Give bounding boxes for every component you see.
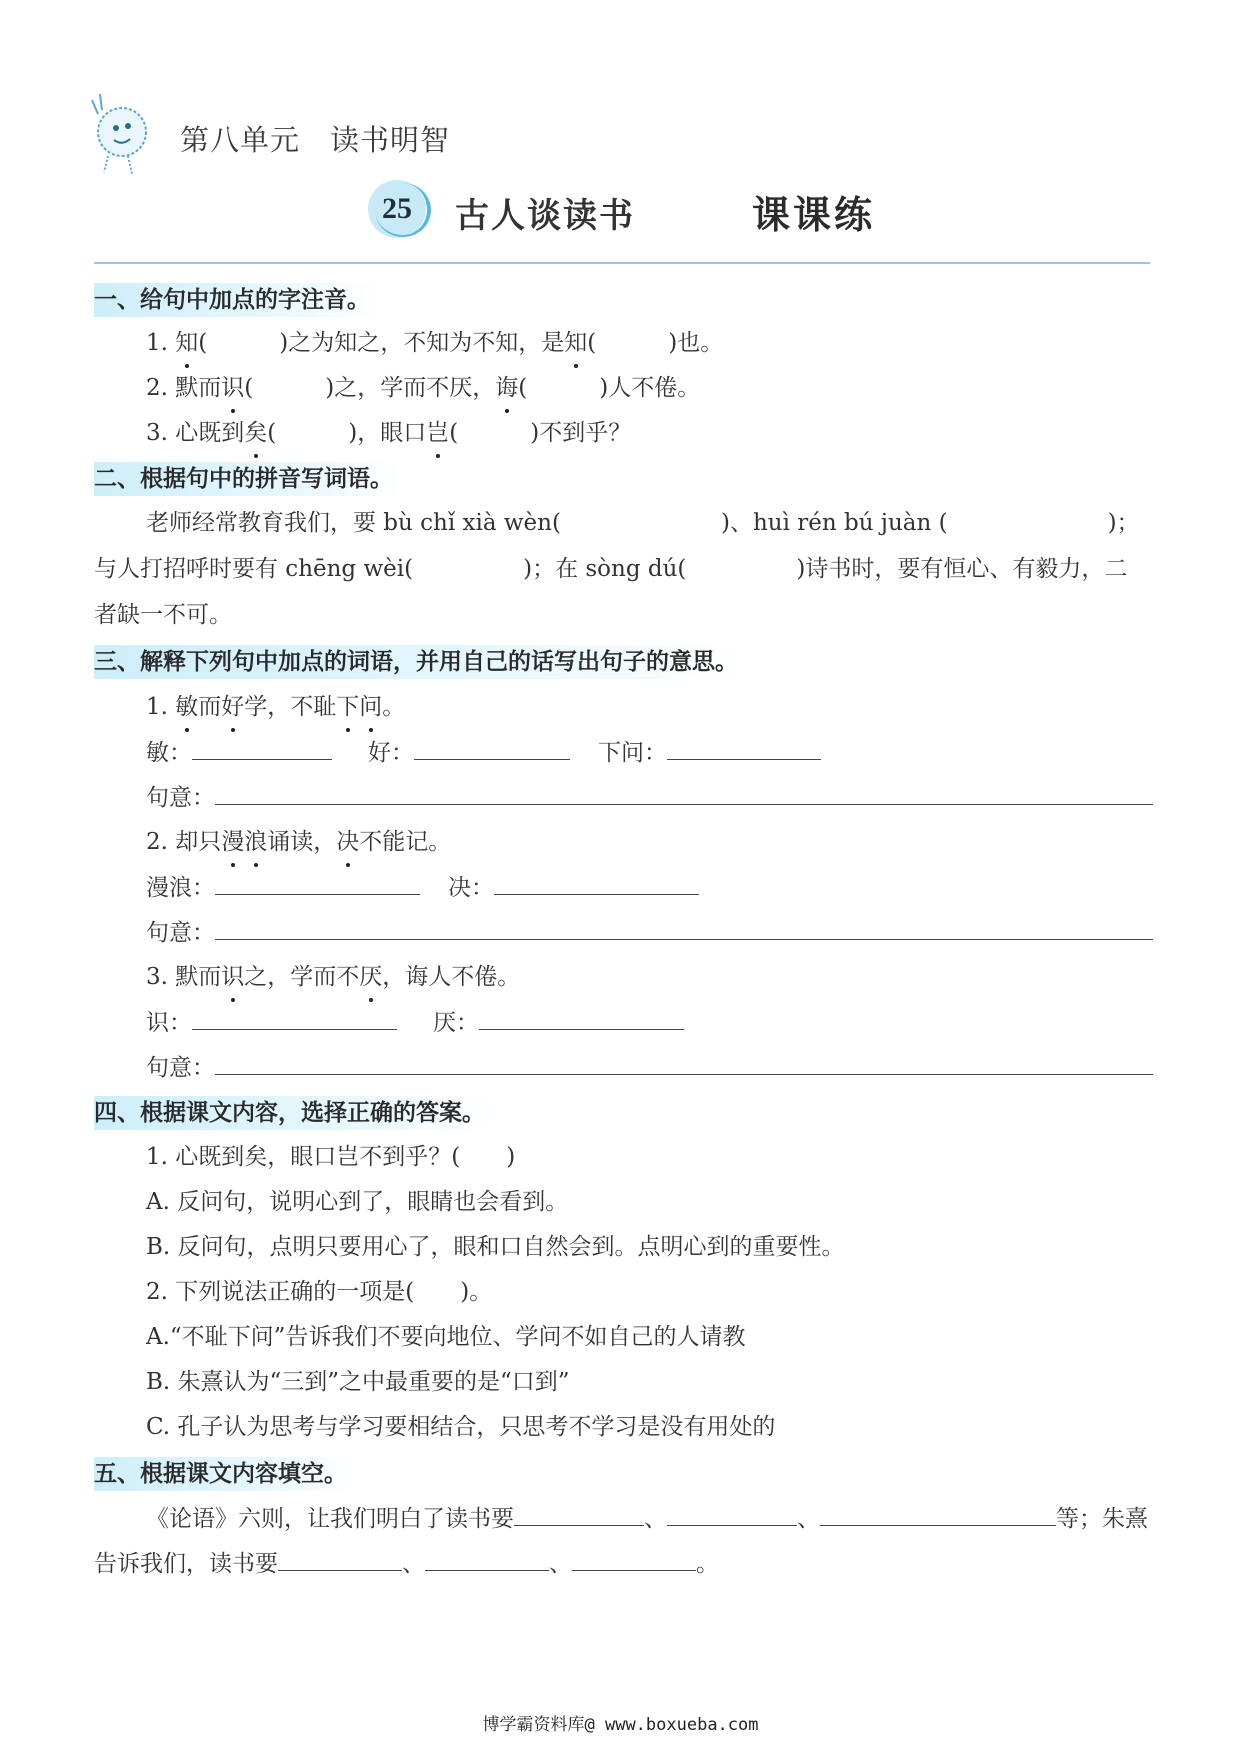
s3-q3-answers [146, 1005, 684, 1040]
sentence-text: )诗书时，要有恒心、有毅力，二 [796, 556, 1128, 582]
question-number: 3. [146, 964, 176, 990]
s3-q2-meaning [146, 915, 1153, 950]
paren-open: ( [449, 420, 459, 446]
s5-line-1 [146, 1501, 1148, 1536]
s3-question-1 [146, 690, 405, 724]
sentence-text: 心既到 [175, 420, 245, 446]
s2-line-1 [146, 506, 1140, 540]
sentence-text: )； [1107, 510, 1140, 536]
sentence-text: ，诲人不倦。 [382, 964, 521, 990]
lesson-type: 课课练 [752, 193, 876, 237]
paren-open: ( [244, 375, 254, 401]
sentence-text: 。 [382, 694, 406, 720]
sentence-text: 《论语》六则，让我们明白了读书要 [146, 1506, 514, 1532]
answer-line[interactable] [667, 735, 821, 760]
s2-line-3: 者缺一不可。 [94, 602, 232, 628]
sentence-text: 老师经常教育我们，要 bù chǐ xià wèn( [146, 510, 561, 536]
s3-question-3 [146, 960, 520, 994]
answer-line[interactable] [494, 870, 699, 895]
sentence-text: 与人打招呼时要有 chēng wèi( [94, 556, 414, 582]
dotted-char: 岂 [426, 416, 449, 450]
sentence-text: 学，不耻 [244, 694, 337, 720]
question-number: 2. [146, 375, 176, 401]
dotted-char: 漫 [221, 825, 244, 859]
answer-label: 下问： [598, 740, 667, 766]
s1-question-3 [146, 416, 631, 450]
s3-q1-answers [146, 735, 821, 770]
dotted-char: 敏 [175, 690, 198, 724]
answer-line[interactable] [414, 735, 570, 760]
paren-open: ( [587, 330, 597, 356]
s4-q1-option-a[interactable]: A. 反问句，说明心到了，眼睛也会看到。 [146, 1189, 569, 1215]
answer-label: 句意： [146, 1055, 215, 1081]
lesson-title: 古人谈读书 [455, 196, 635, 236]
answer-label: 句意： [146, 920, 215, 946]
dotted-char: 浪 [244, 825, 267, 859]
answer-label: 句意： [146, 785, 215, 811]
sentence-text: 默而 [175, 375, 222, 401]
section-5-title: 五、根据课文内容填空。 [94, 1457, 357, 1491]
dotted-char: 识 [221, 371, 244, 405]
sentence-text: 。 [696, 1551, 719, 1577]
answer-line[interactable] [215, 915, 1153, 940]
sentence-text: )也。 [668, 330, 724, 356]
sentence-text: 默而 [175, 964, 222, 990]
fill-blank[interactable] [572, 1546, 696, 1571]
s4-question-2: 2. 下列说法正确的一项是( )。 [146, 1279, 493, 1305]
sentence-text: )不到乎？ [530, 420, 632, 446]
answer-line[interactable] [479, 1005, 684, 1030]
sentence-text: 之，学而不 [244, 964, 360, 990]
question-number: 3. [146, 420, 176, 446]
paren-open: ( [518, 375, 528, 401]
sentence-text: 却只 [175, 829, 222, 855]
fill-blank[interactable] [667, 1501, 797, 1526]
paren-open: ( [198, 330, 208, 356]
section-1-title: 一、给句中加点的字注音。 [94, 283, 380, 317]
answer-line[interactable] [192, 1005, 397, 1030]
answer-label: 决： [448, 875, 494, 901]
answer-label: 好： [368, 740, 414, 766]
s3-q2-answers [146, 870, 699, 905]
lesson-number-badge: 25 [368, 180, 426, 238]
fill-blank[interactable] [278, 1546, 402, 1571]
unit-title: 第八单元 读书明智 [180, 123, 451, 157]
sentence-text: )之，学而不厌， [325, 375, 496, 401]
s4-q2-option-b[interactable]: B. 朱熹认为“三到”之中最重要的是“口到” [146, 1369, 570, 1395]
footer-watermark: 博学霸资料库@ www.boxueba.com [482, 1715, 759, 1735]
dotted-char: 识 [221, 960, 244, 994]
s3-q3-meaning [146, 1050, 1153, 1085]
s2-line-2 [94, 552, 1127, 586]
s3-question-2 [146, 825, 451, 859]
s1-question-2 [146, 371, 700, 405]
mascot-illustration-icon [88, 92, 168, 178]
answer-label: 厌： [433, 1010, 479, 1036]
answer-line[interactable] [215, 870, 420, 895]
sentence-text: )、huì rén bú juàn ( [720, 510, 948, 536]
section-3-title: 三、解释下列句中加点的词语，并用自己的话写出句子的意思。 [94, 645, 748, 679]
unit-header [88, 92, 488, 182]
answer-label: 敏： [146, 740, 192, 766]
answer-label: 漫浪： [146, 875, 215, 901]
question-number: 1. [146, 330, 176, 356]
s4-question-1: 1. 心既到矣，眼口岂不到乎？( ) [146, 1144, 516, 1170]
sentence-text: )人不倦。 [599, 375, 701, 401]
header-divider [94, 262, 1150, 264]
dotted-char: 知 [564, 326, 587, 360]
dotted-char: 好 [221, 690, 244, 724]
s1-question-1 [146, 326, 723, 360]
section-4-title: 四、根据课文内容，选择正确的答案。 [94, 1096, 495, 1130]
dotted-char: 知 [175, 326, 198, 360]
section-2-title: 二、根据句中的拼音写词语。 [94, 462, 403, 496]
s5-line-2 [94, 1546, 719, 1581]
sentence-text: )；在 sòng dú( [523, 556, 687, 582]
answer-line[interactable] [215, 1050, 1153, 1075]
separator: 、 [797, 1506, 820, 1532]
paren-open: ( [267, 420, 277, 446]
separator: 、 [402, 1551, 425, 1577]
sentence-text: )，眼口 [348, 420, 427, 446]
sentence-text: 而 [198, 694, 222, 720]
dotted-char: 矣 [244, 416, 267, 450]
separator: 、 [549, 1551, 572, 1577]
fill-blank[interactable] [514, 1501, 644, 1526]
s4-q2-option-a[interactable]: A.“不耻下问”告诉我们不要向地位、学问不如自己的人请教 [146, 1324, 746, 1350]
fill-blank[interactable] [820, 1501, 1056, 1526]
sentence-text: 不能记。 [359, 829, 452, 855]
dotted-char: 问 [359, 690, 382, 724]
answer-label: 识： [146, 1010, 192, 1036]
question-number: 2. [146, 829, 176, 855]
separator: 、 [644, 1506, 667, 1532]
dotted-char: 诲 [495, 371, 518, 405]
dotted-char: 下 [336, 690, 359, 724]
dotted-char: 决 [336, 825, 359, 859]
dotted-char: 厌 [359, 960, 382, 994]
question-number: 1. [146, 694, 176, 720]
answer-line[interactable] [192, 735, 332, 760]
s4-q2-option-c[interactable]: C. 孔子认为思考与学习要相结合，只思考不学习是没有用处的 [146, 1414, 776, 1440]
fill-blank[interactable] [425, 1546, 549, 1571]
s4-q1-option-b[interactable]: B. 反问句，点明只要用心了，眼和口自然会到。点明心到的重要性。 [146, 1234, 845, 1260]
s3-q1-meaning [146, 780, 1153, 815]
sentence-text: 诵读， [267, 829, 337, 855]
sentence-text: 等；朱熹 [1056, 1506, 1148, 1532]
sentence-text: 告诉我们，读书要 [94, 1551, 278, 1577]
answer-line[interactable] [215, 780, 1153, 805]
sentence-text: )之为知之，不知为不知，是 [279, 330, 565, 356]
